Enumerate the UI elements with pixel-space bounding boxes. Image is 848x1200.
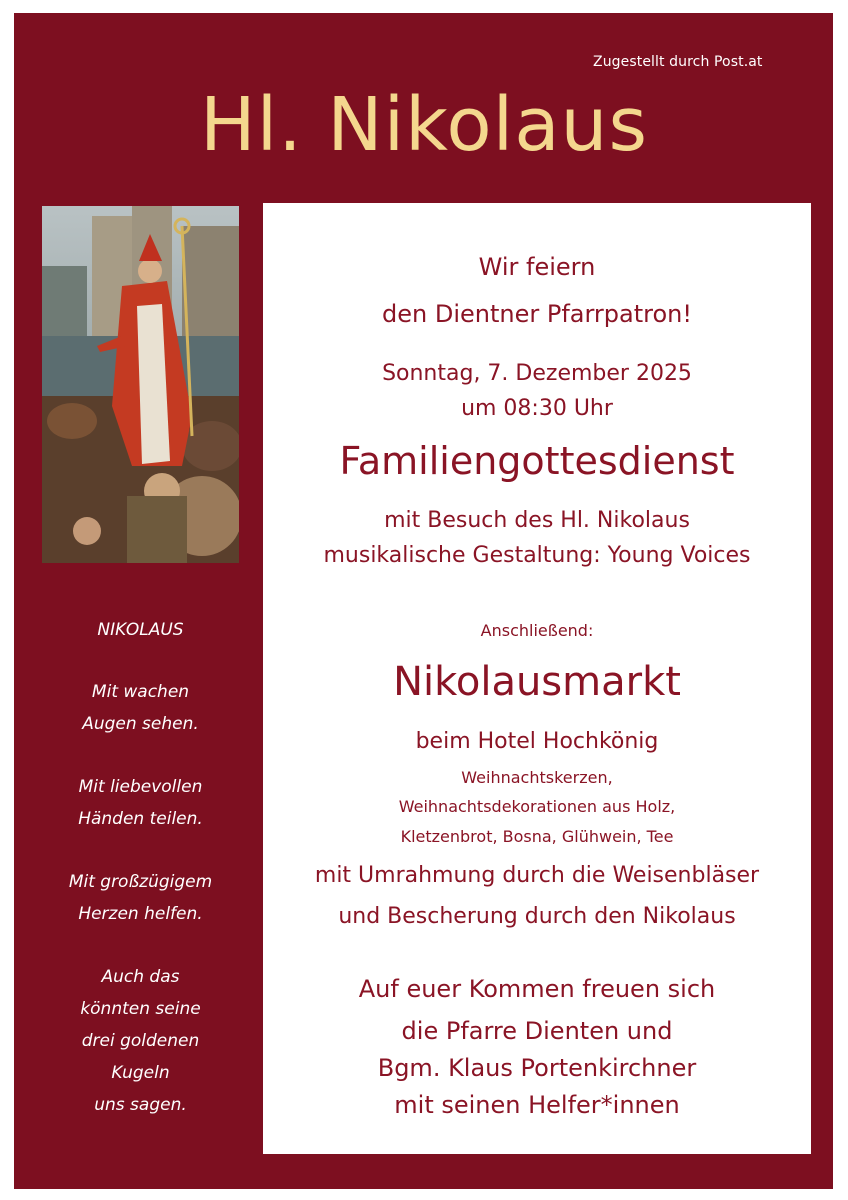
poem-line: drei goldenen <box>81 1031 200 1051</box>
event-date: Sonntag, 7. Dezember 2025 <box>382 361 692 386</box>
market-location: beim Hotel Hochkönig <box>415 729 659 754</box>
event-time: um 08:30 Uhr <box>461 396 613 421</box>
saint-nicholas-painting <box>42 206 239 563</box>
poem-stanza <box>42 676 239 740</box>
poem-line: Mit großzügigem <box>68 872 213 892</box>
poem-stanza <box>42 866 239 930</box>
service-detail: mit Besuch des Hl. Nikolaus <box>384 508 690 533</box>
market-item: Weihnachtskerzen, <box>461 768 613 787</box>
page-title: Hl. Nikolaus <box>199 82 648 168</box>
closing-line: mit seinen Helfer*innen <box>394 1091 680 1119</box>
market-extra: und Bescherung durch den Nikolaus <box>338 904 736 929</box>
poem-line: Herzen helfen. <box>78 904 203 924</box>
poem-line: Kugeln <box>111 1063 170 1083</box>
intro-line: den Dientner Pfarrpatron! <box>382 300 692 328</box>
closing-line: Bgm. Klaus Portenkirchner <box>377 1054 697 1082</box>
poem <box>42 614 239 1152</box>
service-detail: musikalische Gestaltung: Young Voices <box>323 543 751 568</box>
service-title: Familiengottesdienst <box>339 439 735 483</box>
poem-line: Auch das <box>101 967 180 987</box>
poem-stanza <box>42 961 239 1121</box>
poem-line: uns sagen. <box>94 1095 187 1115</box>
market-item: Weihnachtsdekorationen aus Holz, <box>398 797 676 816</box>
poem-line: Händen teilen. <box>78 809 203 829</box>
poem-line: könnten seine <box>80 999 201 1019</box>
closing-line: Auf euer Kommen freuen sich <box>358 975 716 1003</box>
poem-line: Mit liebevollen <box>78 777 203 797</box>
market-title: Nikolausmarkt <box>393 659 681 705</box>
market-extra: mit Umrahmung durch die Weisenbläser <box>314 863 760 888</box>
afterwards-label: Anschließend: <box>480 621 594 640</box>
intro-line: Wir feiern <box>478 253 596 281</box>
poem-stanza <box>42 771 239 835</box>
delivery-note: Zugestellt durch Post.at <box>593 54 763 70</box>
market-item: Kletzenbrot, Bosna, Glühwein, Tee <box>400 827 674 846</box>
poem-line: Mit wachen <box>91 682 190 702</box>
closing-line: die Pfarre Dienten und <box>401 1017 673 1045</box>
poem-title: NIKOLAUS <box>97 620 184 640</box>
content-panel <box>263 203 811 1154</box>
poem-line: Augen sehen. <box>82 714 199 734</box>
